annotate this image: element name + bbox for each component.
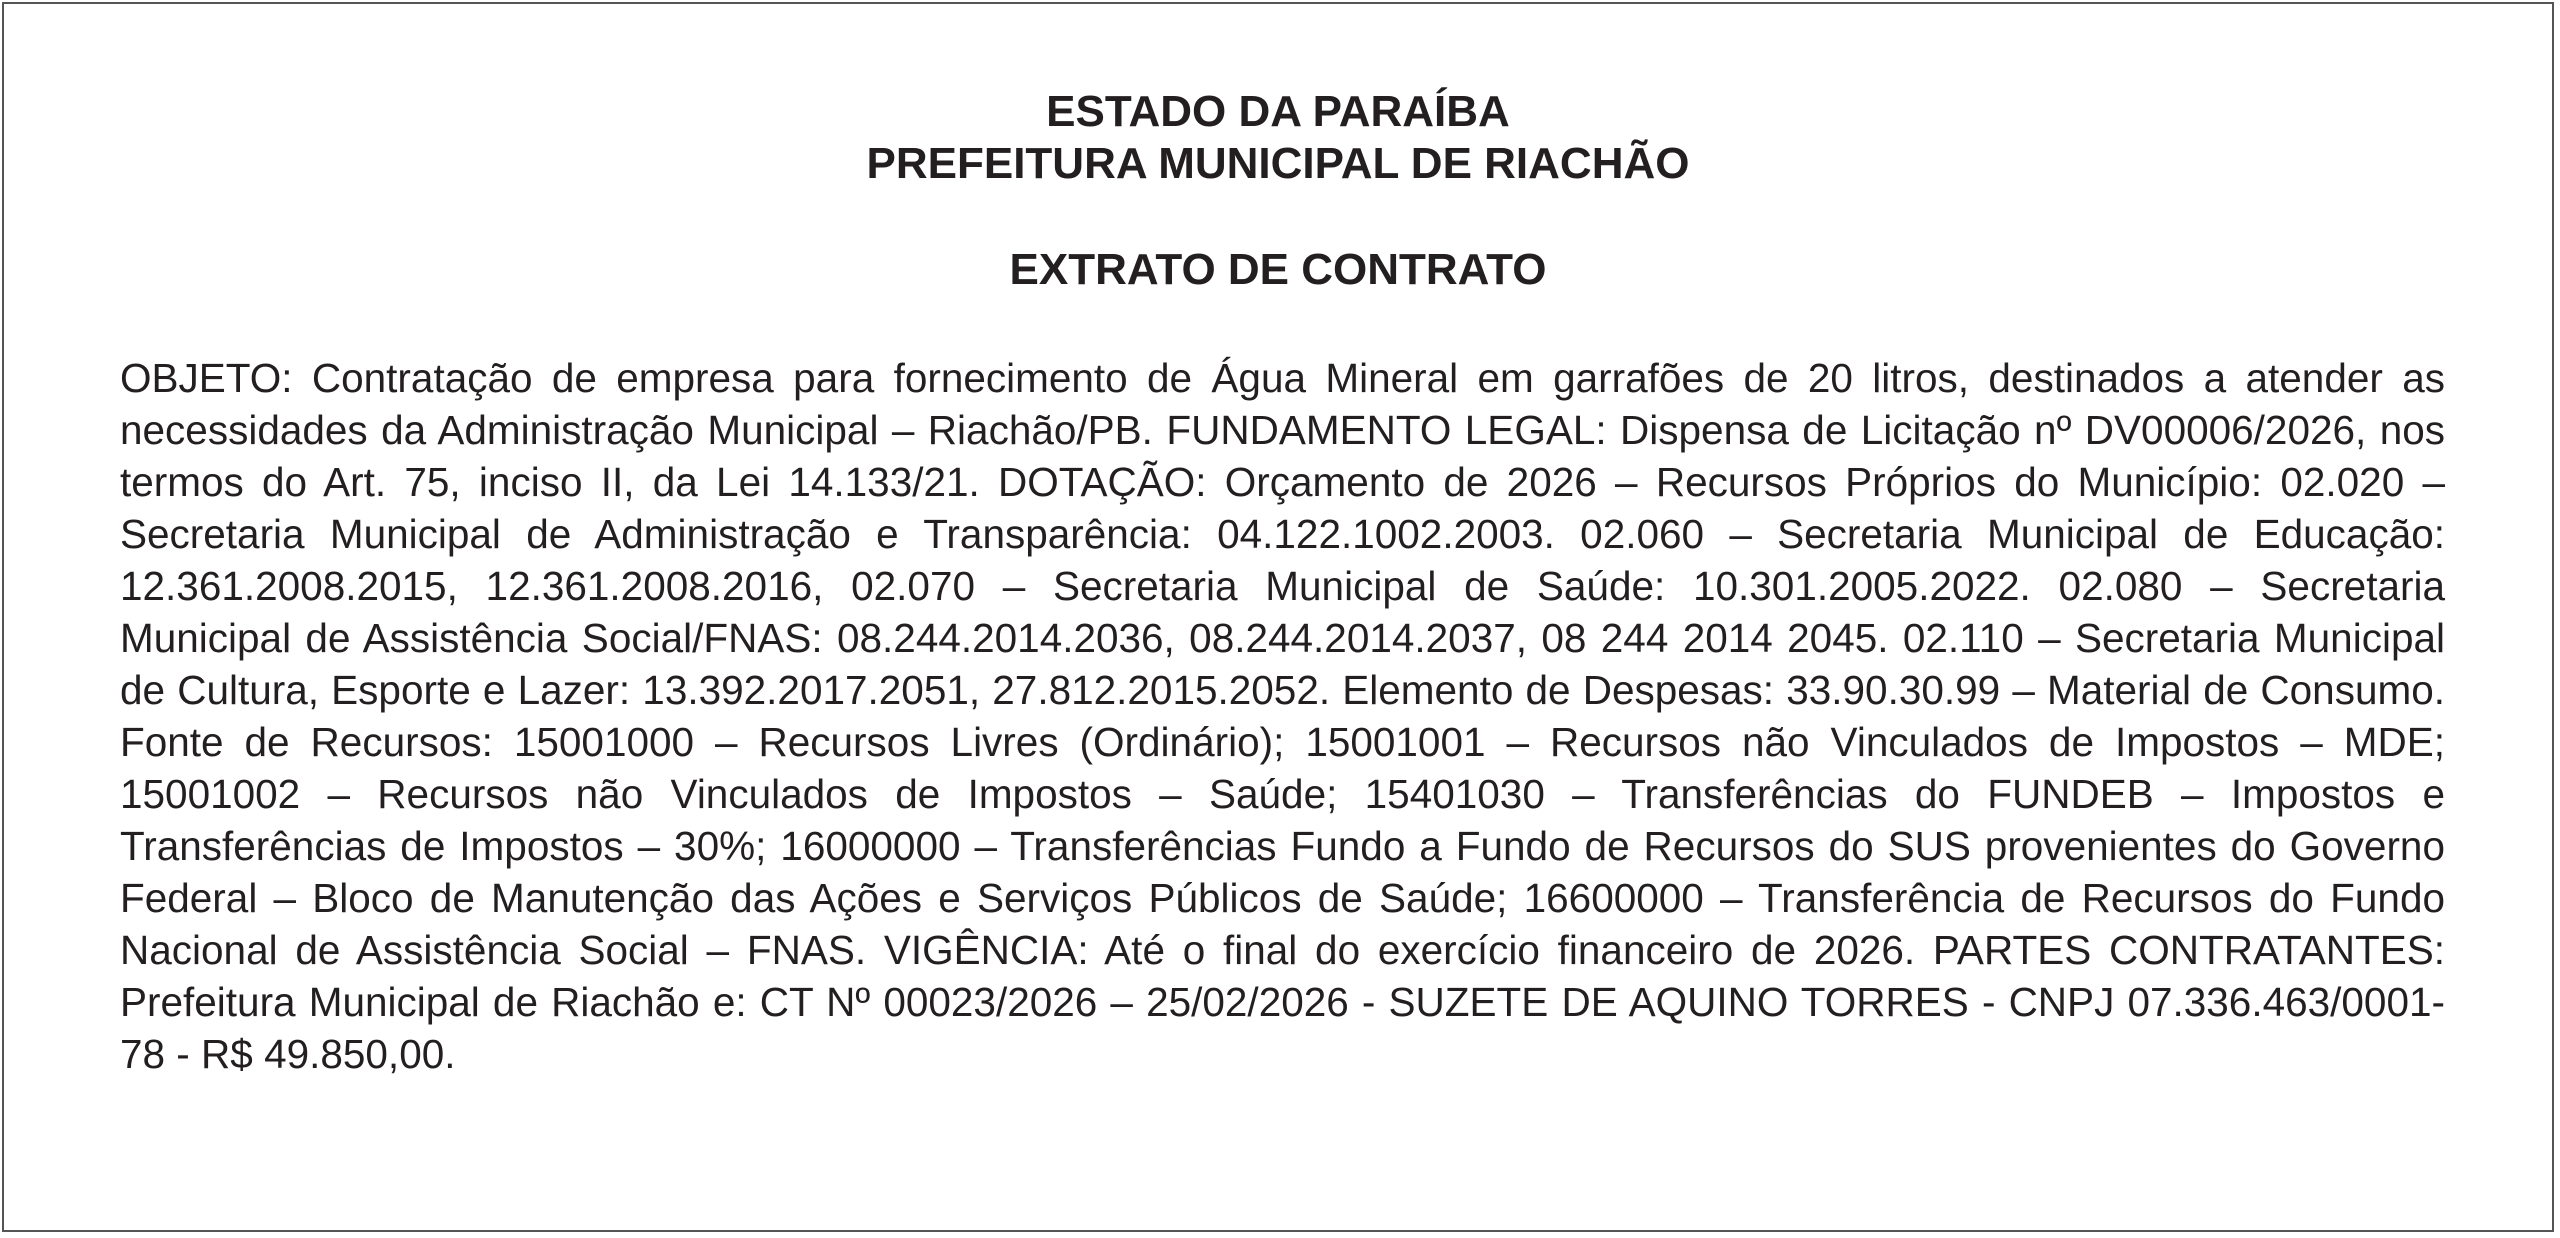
contract-body-text: OBJETO: Contratação de empresa para fornecimento de Água Mineral em garrafões de 20 litros, destinados a atender as necessidades da Administração Municipal – Riachão/PB. FUNDAMENTO LEGAL: Dispensa de Licitação nº DV00006/2026, nos termos do Art. 75, inciso II, da Lei 14.133/21. DOTAÇÃO: Orçamento de 2026 – Recursos Próprios do Município: 02.020 – Secretaria Municipal de Administração e Transparência: 04.122.1002.2003. 02.060 – Secretaria Municipal de Educação: 12.361.2008.2015, 12.361.2008.2016, 02.070 – Secretaria Municipal de Saúde: 10.301.2005.2022. 02.080 – Secretaria Municipal de Assistência Social/FNAS: 08.244.2014.2036, 08.244.2014.2037, 08 244 2014 2045. 02.110 – Secretaria Municipal de Cultura, Esporte e Lazer: 13.392.2017.2051, 27.812.2015.2052. Elemento de Despesas: 33.90.30.99 – Material de Consumo. Fonte de Recursos: 15001000 – Recursos Livres (Ordinário); 15001001 – Recursos não Vinculados de Impostos – MDE; 15001002 – Recursos não Vinculados de Impostos – Saúde; 15401030 – Transferências do FUNDEB – Impostos e Transferências de Impostos – 30%; 16000000 – Transferências Fundo a Fundo de Recursos do SUS provenientes do Governo Federal – Bloco de Manutenção das Ações e Serviços Públicos de Saúde; 16600000 – Transferência de Recursos do Fundo Nacional de Assistência Social – FNAS. VIGÊNCIA: Até o final do exercício financeiro de 2026. PARTES CONTRATANTES: Prefeitura Municipal de Riachão e: CT Nº 00023/2026 – 25/02/2026 - SUZETE DE AQUINO TORRES - CNPJ 07.336.463/0001-78 - R$ 49.850,00. bbox=[120, 355, 2445, 1077]
document-title: EXTRATO DE CONTRATO bbox=[1009, 245, 1547, 294]
document-header bbox=[4, 86, 2552, 190]
state-heading: ESTADO DA PARAÍBA bbox=[1046, 87, 1510, 136]
document-frame bbox=[2, 2, 2554, 1232]
municipality-heading: PREFEITURA MUNICIPAL DE RIACHÃO bbox=[866, 139, 1690, 188]
